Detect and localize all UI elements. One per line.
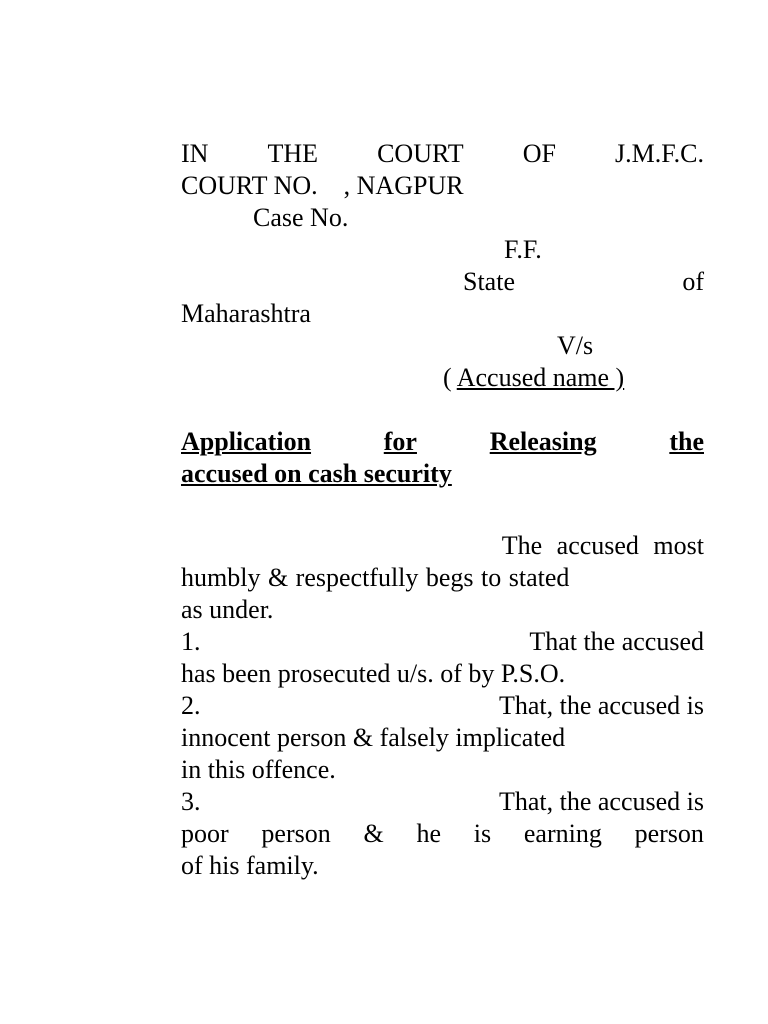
item-3-word: earning	[523, 819, 602, 848]
item-3-word: is	[473, 819, 492, 848]
court-heading-word: J.M.F.C.	[614, 139, 704, 168]
item-number: 3.	[181, 787, 201, 816]
item-3-rest: of his family.	[181, 851, 319, 880]
court-number: COURT NO. , NAGPUR	[181, 171, 464, 200]
item-3-rest	[181, 818, 704, 850]
item-3-word: &	[363, 819, 384, 848]
item-first-text: That the accused	[529, 627, 704, 656]
item-2-rest: innocent person & falsely implicated	[181, 723, 566, 752]
court-heading-word: OF	[522, 139, 556, 168]
blank-line	[181, 490, 704, 530]
item-1-first-line	[181, 626, 704, 658]
item-first-text: That, the accused is	[498, 691, 704, 720]
court-heading-word: IN	[181, 139, 209, 168]
intro-line3: as under.	[181, 595, 274, 624]
party-state-rest: Maharashtra	[181, 299, 311, 328]
item-2-first-line	[181, 690, 704, 722]
party-state-word: of	[682, 267, 704, 296]
title-word: the	[669, 427, 704, 456]
case-number: Case No.	[253, 203, 349, 232]
versus-label: V/s	[557, 331, 594, 360]
item-3-word: person	[634, 819, 704, 848]
item-number: 1.	[181, 627, 201, 656]
intro-line1	[181, 530, 704, 562]
ff-label: F.F.	[504, 235, 542, 264]
accused-name-line	[181, 362, 704, 394]
court-heading	[181, 138, 704, 170]
intro-first: The accused most	[501, 531, 704, 560]
party-state	[181, 266, 704, 298]
intro-line2: humbly & respectfully begs to stated	[181, 563, 570, 592]
item-3-word: he	[416, 819, 442, 848]
item-3-word: person	[261, 819, 331, 848]
item-number: 2.	[181, 691, 201, 720]
item-3-first-line	[181, 786, 704, 818]
document-page	[181, 138, 704, 882]
blank-line	[181, 394, 704, 426]
application-title-line2	[181, 458, 704, 490]
title-line2-text: accused on cash security	[181, 459, 452, 488]
item-1-rest: has been prosecuted u/s. of by P.S.O.	[181, 659, 566, 688]
title-word: for	[383, 427, 417, 456]
item-3-word: poor	[181, 819, 229, 848]
title-word: Application	[181, 427, 312, 456]
accused-name: Accused name )	[456, 363, 625, 392]
party-state-word: State	[463, 267, 515, 296]
item-first-text: That, the accused is	[498, 787, 704, 816]
item-2-rest: in this offence.	[181, 755, 336, 784]
application-title-line1	[181, 426, 704, 458]
court-heading-word: COURT	[377, 139, 464, 168]
title-word: Releasing	[489, 427, 597, 456]
accused-open-paren: (	[443, 363, 457, 392]
court-heading-word: THE	[267, 139, 319, 168]
